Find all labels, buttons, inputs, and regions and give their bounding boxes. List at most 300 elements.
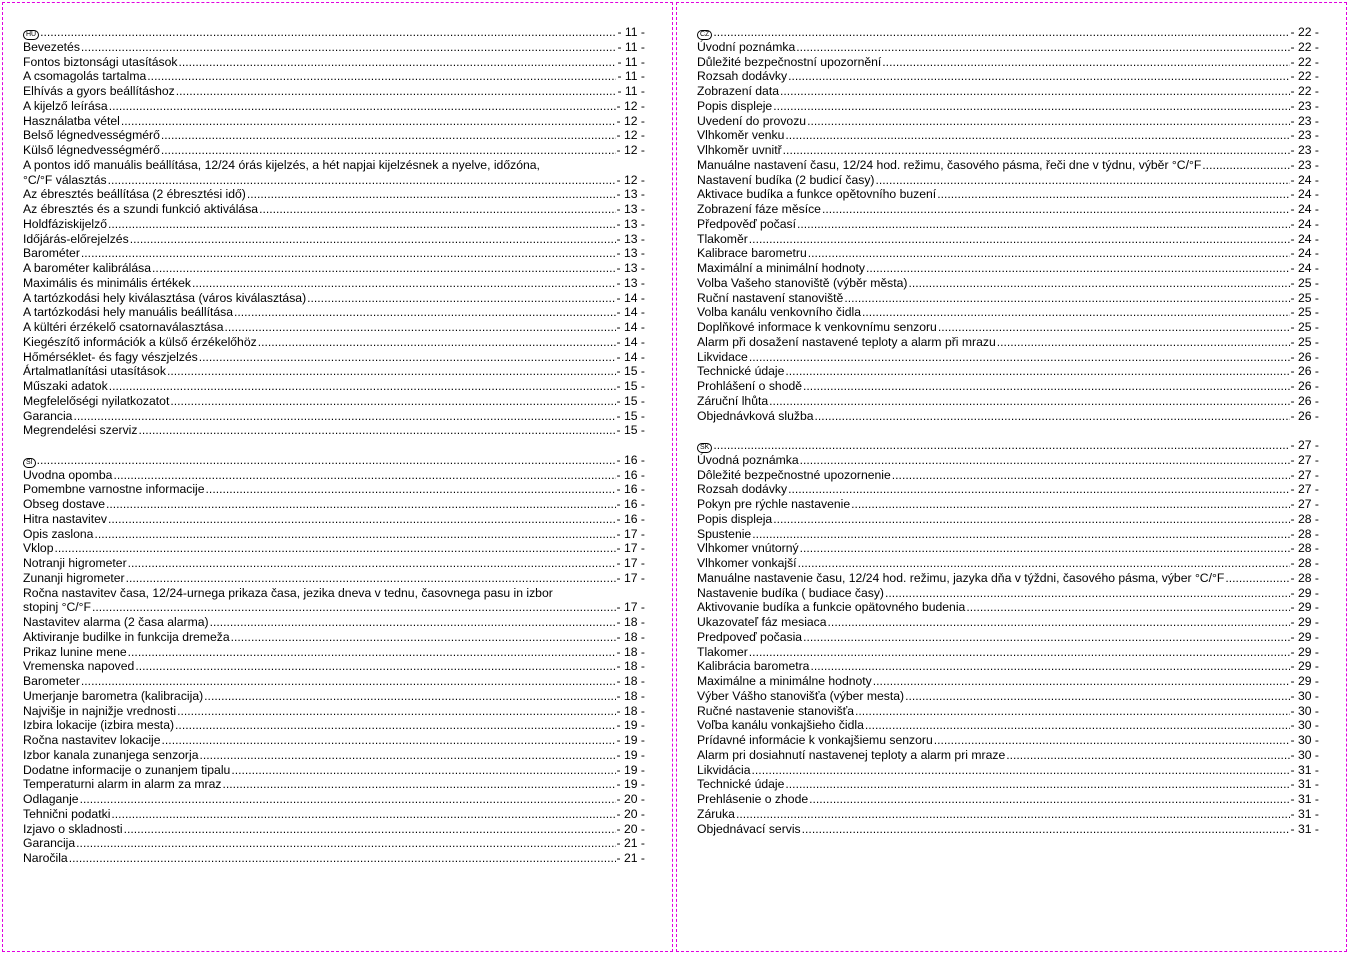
- toc-entry: [697, 55, 1319, 70]
- toc-entry-page: - 18 -: [616, 688, 645, 703]
- toc-entry-page: - 16 -: [616, 482, 645, 497]
- toc-entry-title: Maximális és minimális értékek: [23, 275, 191, 290]
- toc-entry-page: - 29 -: [1290, 674, 1319, 688]
- toc-entry-title: Vklop: [23, 541, 54, 556]
- dot-leader: [783, 143, 1290, 158]
- toc-entry-title: Popis displeje: [697, 98, 773, 113]
- toc-entry: [23, 291, 645, 306]
- dot-leader: [222, 777, 615, 792]
- toc-entry: [697, 615, 1319, 630]
- toc-entry-page: - 27 -: [1290, 482, 1319, 497]
- toc-entry-page: - 16 -: [616, 511, 645, 526]
- toc-entry: [697, 468, 1319, 483]
- toc-entry-page: - 17 -: [616, 570, 645, 585]
- toc-entry-page: - 28 -: [1290, 526, 1319, 541]
- dot-leader: [934, 733, 1290, 748]
- toc-entry-page: - 17 -: [616, 600, 645, 615]
- dot-leader: [773, 512, 1289, 527]
- dot-leader: [108, 173, 616, 188]
- dot-leader: [258, 335, 616, 350]
- dot-leader: [206, 482, 616, 497]
- toc-entry-page: - 21 -: [616, 836, 645, 851]
- toc-entry: [697, 807, 1319, 822]
- dot-leader: [178, 55, 616, 70]
- toc-entry-title: Umerjanje barometra (kalibracija): [23, 688, 204, 703]
- toc-entry-title: Výber Vášho stanovišťa (výber mesta): [697, 688, 905, 703]
- toc-entry: [697, 84, 1319, 99]
- toc-entry-page: - 18 -: [616, 644, 645, 659]
- dot-leader: [81, 674, 616, 689]
- toc-entry-title: Ukazovateľ fáz mesiaca: [697, 615, 827, 629]
- dot-leader: [752, 763, 1290, 778]
- toc-entry: [23, 40, 645, 55]
- toc-entry-title: Pomembne varnostne informacije: [23, 482, 205, 497]
- toc-entry: [697, 40, 1319, 55]
- toc-entry-title: Holdfáziskijelző: [23, 216, 107, 231]
- toc-entry-title: Rozsah dodávky: [697, 69, 788, 84]
- toc-entry: [23, 379, 645, 394]
- toc-entry-page: - 20 -: [616, 821, 645, 836]
- toc-entry-page: - 13 -: [616, 216, 645, 231]
- toc-entry: [23, 232, 645, 247]
- toc-entry: [23, 84, 645, 99]
- toc-entry-page: - 17 -: [616, 556, 645, 570]
- toc-entry-title: Záruka: [697, 806, 735, 821]
- toc-entry-title: Műszaki adatok: [23, 379, 108, 393]
- toc-entry-title: Kalibrácia barometra: [697, 659, 810, 674]
- toc-entry: [23, 645, 645, 660]
- toc-entry: [23, 763, 645, 778]
- toc-entry: [697, 822, 1319, 837]
- toc-entry-page: - 24 -: [1290, 202, 1319, 216]
- toc-entry: [23, 748, 645, 763]
- toc-entry-page: - 12 -: [616, 113, 645, 128]
- toc-entry-page: - 31 -: [1290, 777, 1319, 792]
- dot-leader: [769, 394, 1289, 409]
- toc-entry: [697, 246, 1319, 261]
- dot-leader: [873, 674, 1290, 689]
- toc-entry: [697, 482, 1319, 497]
- dot-leader: [113, 468, 615, 483]
- dot-leader: [199, 350, 616, 365]
- dot-leader: [81, 246, 616, 261]
- toc-entry-page: - 13 -: [616, 275, 645, 290]
- toc-entry-page: - 11 -: [617, 25, 645, 39]
- toc-entry-title: stopinj °C/°F: [23, 600, 91, 615]
- toc-entry: [697, 291, 1319, 306]
- language-flag-row: [697, 25, 1319, 40]
- toc-entry: [697, 674, 1319, 689]
- toc-entry-title: Záruční lhůta: [697, 393, 769, 408]
- toc-entry-title: A csomagolás tartalma: [23, 69, 147, 84]
- toc-entry-page: - 26 -: [1290, 408, 1319, 423]
- toc-entry-title: Maximální a minimální hodnoty: [697, 261, 865, 275]
- toc-entry-page: - 15 -: [616, 364, 645, 379]
- toc-entry-title: Predpoveď počasia: [697, 629, 803, 644]
- toc-entry-title: Barometer: [23, 674, 80, 688]
- toc-entry-page: - 15 -: [616, 379, 645, 393]
- toc-entry: [697, 689, 1319, 704]
- toc-entry: [23, 55, 645, 70]
- toc-entry-title: Objednávková služba: [697, 408, 814, 423]
- toc-entry-page: - 23 -: [1290, 143, 1319, 157]
- toc-entry-page: - 18 -: [616, 659, 645, 674]
- toc-entry-page: - 29 -: [1290, 585, 1319, 600]
- toc-entry-title: Elhívás a gyors beállításhoz: [23, 84, 175, 98]
- toc-entry: [697, 217, 1319, 232]
- toc-entry-page: - 24 -: [1290, 231, 1319, 246]
- toc-entry-title: Időjárás-előrejelzés: [23, 231, 129, 246]
- toc-entry: [23, 851, 645, 866]
- toc-entry: [23, 217, 645, 232]
- toc-entry-page: - 28 -: [1290, 541, 1319, 556]
- toc-section-hu: [23, 25, 645, 438]
- dot-leader: [865, 718, 1290, 733]
- dot-leader: [128, 556, 616, 571]
- toc-entry: [697, 527, 1319, 542]
- dot-leader: [109, 379, 616, 394]
- toc-entry-title: Vlhkoměr uvnitř: [697, 143, 782, 157]
- dot-leader: [749, 645, 1290, 660]
- toc-entry: [697, 158, 1319, 173]
- toc-entry-title: Prikaz lunine mene: [23, 644, 127, 659]
- toc-entry: [697, 792, 1319, 807]
- toc-column-right: [697, 25, 1319, 836]
- toc-entry-title: Spustenie: [697, 526, 752, 541]
- toc-entry-page: - 22 -: [1290, 25, 1319, 39]
- toc-entry-title: Vlhkomer vonkajší: [697, 556, 797, 570]
- toc-entry: [697, 232, 1319, 247]
- toc-entry: [23, 777, 645, 792]
- toc-entry-title: [697, 25, 712, 40]
- toc-entry: [23, 659, 645, 674]
- toc-entry-title: Manuálne nastavení času, 12/24 hod. režimu, časového pásma, řeči dne v týdnu, výběr °C/°F: [697, 157, 1202, 172]
- dot-leader: [130, 232, 616, 247]
- dot-leader: [808, 246, 1290, 261]
- toc-entry: [23, 733, 645, 748]
- dot-leader: [111, 807, 615, 822]
- toc-entry: [23, 571, 645, 586]
- dot-leader: [885, 586, 1290, 601]
- toc-entry-title: Használatba vétel: [23, 113, 120, 128]
- toc-entry: [23, 143, 645, 158]
- dot-leader: [966, 600, 1289, 615]
- toc-entry: [697, 128, 1319, 143]
- toc-entry-title: [697, 438, 712, 453]
- toc-entry-title: Likvidace: [697, 349, 748, 364]
- toc-entry-page: - 14 -: [616, 320, 645, 334]
- dot-leader: [106, 497, 616, 512]
- toc-entry: [697, 320, 1319, 335]
- toc-entry: [23, 718, 645, 733]
- toc-entry-title: Úvodná poznámka: [697, 452, 799, 467]
- dot-leader: [773, 99, 1289, 114]
- toc-entry-page: - 23 -: [1290, 113, 1319, 128]
- toc-entry-title: Az ébresztés beállítása (2 ébresztési idő): [23, 187, 246, 202]
- toc-entry-title: [23, 453, 36, 468]
- toc-entry-title: Technické údaje: [697, 364, 785, 379]
- dot-leader: [937, 187, 1289, 202]
- dot-leader: [876, 173, 1290, 188]
- toc-entry: [697, 630, 1319, 645]
- toc-entry-page: - 16 -: [616, 452, 645, 467]
- dot-leader: [810, 659, 1289, 674]
- toc-entry-title: Technické údaje: [697, 777, 785, 792]
- toc-entry: [23, 512, 645, 527]
- toc-entry-long-line1: [23, 158, 645, 173]
- toc-entry-page: - 26 -: [1290, 393, 1319, 408]
- toc-entry: [23, 99, 645, 114]
- toc-entry-page: - 11 -: [617, 69, 645, 84]
- toc-entry-title: Rozsah dodávky: [697, 482, 788, 497]
- toc-entry-title: Az ébresztés és a szundi funkció aktiválása: [23, 202, 259, 216]
- dot-leader: [828, 615, 1290, 630]
- dot-leader: [108, 217, 616, 232]
- toc-entry: [697, 187, 1319, 202]
- toc-entry-page: - 24 -: [1290, 216, 1319, 231]
- dot-leader: [108, 512, 616, 527]
- toc-entry-page: - 29 -: [1290, 644, 1319, 659]
- toc-entry: [697, 305, 1319, 320]
- dot-leader: [204, 689, 615, 704]
- toc-entry-page: - 27 -: [1290, 467, 1319, 482]
- toc-entry-page: - 24 -: [1290, 172, 1319, 187]
- toc-entry-page: - 27 -: [1290, 438, 1319, 452]
- toc-entry-title: °C/°F választás: [23, 172, 107, 187]
- dot-leader: [780, 84, 1290, 99]
- toc-entry-page: - 13 -: [616, 187, 645, 202]
- toc-entry-title: Úvodní poznámka: [697, 39, 796, 54]
- dot-leader: [882, 55, 1289, 70]
- toc-entry-page: - 20 -: [616, 806, 645, 821]
- dot-leader: [809, 792, 1289, 807]
- toc-entry-page: - 31 -: [1290, 792, 1319, 806]
- dot-leader: [1225, 571, 1289, 586]
- toc-entry-page: - 24 -: [1290, 246, 1319, 261]
- language-flag-icon: HU: [23, 30, 39, 40]
- toc-entry-page: - 29 -: [1290, 600, 1319, 615]
- toc-entry: [697, 276, 1319, 291]
- toc-entry: [23, 822, 645, 837]
- dot-leader: [905, 689, 1289, 704]
- toc-entry-page: - 31 -: [1290, 806, 1319, 821]
- toc-entry: [23, 792, 645, 807]
- dot-leader: [152, 261, 616, 276]
- toc-entry-page: - 17 -: [616, 526, 645, 541]
- toc-entry: [23, 409, 645, 424]
- toc-entry-page: - 18 -: [616, 629, 645, 644]
- toc-entry-page: - 28 -: [1290, 570, 1319, 585]
- toc-entry-title: Tlakomer: [697, 644, 748, 659]
- dot-leader: [815, 409, 1290, 424]
- toc-section-cz: [697, 25, 1319, 423]
- toc-entry: [23, 423, 645, 438]
- toc-entry-title: Aktivace budíka a funkce opětovního buzení: [697, 187, 937, 202]
- toc-entry: [23, 807, 645, 822]
- dot-leader: [785, 364, 1289, 379]
- dot-leader: [177, 704, 615, 719]
- dot-leader: [908, 276, 1289, 291]
- toc-entry-page: - 18 -: [616, 615, 645, 629]
- toc-entry-page: - 31 -: [1290, 821, 1319, 836]
- toc-entry-page: - 14 -: [616, 334, 645, 349]
- toc-entry-title: Uvedení do provozu: [697, 113, 807, 128]
- toc-entry-title: Hőmérséklet- és fagy vészjelzés: [23, 349, 198, 364]
- dot-leader: [749, 350, 1290, 365]
- dot-leader: [128, 645, 616, 660]
- toc-entry-page: - 30 -: [1290, 747, 1319, 762]
- dot-leader: [892, 468, 1290, 483]
- toc-entry-title: A tartózkodási hely manuális beállítása: [23, 305, 234, 320]
- dot-leader: [40, 25, 616, 40]
- toc-entry: [697, 394, 1319, 409]
- dot-leader: [231, 763, 615, 778]
- dot-leader: [822, 202, 1290, 217]
- toc-entry: [23, 114, 645, 129]
- toc-entry-page: - 13 -: [616, 261, 645, 275]
- dot-leader: [797, 217, 1290, 232]
- toc-entry: [23, 276, 645, 291]
- toc-entry: [23, 335, 645, 350]
- toc-entry: [697, 718, 1319, 733]
- toc-entry-title: Ruční nastavení stanoviště: [697, 290, 844, 305]
- toc-entry-title: Popis displeja: [697, 511, 773, 526]
- toc-entry-page: - 25 -: [1290, 334, 1319, 349]
- toc-entry-title: Prehlásenie o zhode: [697, 792, 809, 806]
- toc-entry-page: - 30 -: [1290, 688, 1319, 703]
- dot-leader: [844, 291, 1289, 306]
- toc-entry: [23, 556, 645, 571]
- dot-leader: [800, 541, 1290, 556]
- toc-entry-page: - 25 -: [1290, 275, 1319, 290]
- toc-entry-title: Obseg dostave: [23, 497, 105, 511]
- toc-entry-title: Voľba kanálu vonkajšieho čidla: [697, 718, 864, 733]
- toc-entry-page: - 31 -: [1290, 762, 1319, 777]
- toc-entry-title: Manuálne nastavenie času, 12/24 hod. režimu, jazyka dňa v týždni, časového pásma, výber °C/°F: [697, 570, 1225, 585]
- toc-entry-title: A kültéri érzékelő csatornaválasztása: [23, 320, 224, 334]
- toc-entry-title: Fontos biztonsági utasítások: [23, 54, 178, 69]
- dot-leader: [803, 630, 1289, 645]
- toc-entry: [697, 453, 1319, 468]
- toc-entry: [697, 541, 1319, 556]
- dot-leader: [170, 394, 615, 409]
- dot-leader: [807, 114, 1289, 129]
- toc-entry-page: - 16 -: [616, 467, 645, 482]
- toc-entry: [697, 261, 1319, 276]
- left-page: [2, 2, 673, 952]
- toc-entry-page: - 23 -: [1290, 128, 1319, 143]
- dot-leader: [81, 40, 617, 55]
- dot-leader: [1202, 158, 1289, 173]
- toc-entry-page: - 11 -: [617, 84, 645, 98]
- language-flag-icon: SI: [23, 458, 36, 468]
- dot-leader: [80, 792, 616, 807]
- toc-entry: [697, 143, 1319, 158]
- toc-entry-page: - 26 -: [1290, 349, 1319, 364]
- toc-entry-title: Hitra nastavitev: [23, 511, 107, 526]
- dot-leader: [199, 748, 615, 763]
- toc-entry-page: - 11 -: [617, 39, 645, 54]
- language-flag-row: [23, 25, 645, 40]
- dot-leader: [802, 822, 1290, 837]
- dot-leader: [796, 40, 1289, 55]
- toc-entry: [23, 482, 645, 497]
- toc-entry-page: - 26 -: [1290, 364, 1319, 379]
- toc-entry-title: Alarm pri dosiahnutí nastavenej teploty a alarm pri mraze: [697, 747, 1006, 762]
- toc-entry-title: Nastavitev alarma (2 časa alarma): [23, 615, 209, 629]
- toc-entry-page: - 28 -: [1290, 556, 1319, 570]
- toc-entry-title: Volba kanálu venkovního čidla: [697, 305, 861, 320]
- toc-entry-page: - 16 -: [616, 497, 645, 511]
- toc-entry: [23, 394, 645, 409]
- dot-leader: [176, 84, 617, 99]
- dot-leader: [234, 305, 616, 320]
- language-flag-row: [23, 453, 645, 468]
- toc-entry-title: A tartózkodási hely kiválasztása (város kiválasztása): [23, 290, 307, 305]
- toc-entry-page: - 29 -: [1290, 615, 1319, 629]
- toc-entry-title: Külső légnedvességmérő: [23, 143, 160, 157]
- toc-entry-page: - 15 -: [616, 393, 645, 408]
- dot-leader: [138, 423, 615, 438]
- toc-entry: [23, 468, 645, 483]
- dot-leader: [37, 453, 616, 468]
- toc-entry-title: Uvodna opomba: [23, 467, 113, 482]
- dot-leader: [862, 305, 1290, 320]
- toc-entry: [697, 335, 1319, 350]
- dot-leader: [162, 733, 616, 748]
- dot-leader: [247, 187, 616, 202]
- toc-entry: [697, 645, 1319, 660]
- toc-entry-title: Vlhkoměr venku: [697, 128, 785, 143]
- toc-entry: [23, 630, 645, 645]
- toc-entry-page: - 15 -: [616, 408, 645, 423]
- dot-leader: [788, 482, 1289, 497]
- toc-entry: [697, 409, 1319, 424]
- toc-entry-title: Nastavenie budíka ( budiace časy): [697, 585, 884, 600]
- toc-entry-title: Předpověď počasí: [697, 216, 796, 231]
- toc-entry-title: Odlaganje: [23, 792, 79, 806]
- toc-entry-page: - 14 -: [616, 290, 645, 305]
- dot-leader: [259, 202, 615, 217]
- toc-entry-title: Zobrazení fáze měsíce: [697, 202, 821, 216]
- dot-leader: [788, 69, 1289, 84]
- dot-leader: [192, 276, 616, 291]
- toc-entry-title: Zunanji higrometer: [23, 570, 125, 585]
- dot-leader: [167, 364, 616, 379]
- dot-leader: [225, 320, 616, 335]
- toc-entry-page: - 13 -: [616, 202, 645, 216]
- toc-entry: [23, 320, 645, 335]
- toc-entry: [23, 69, 645, 84]
- toc-entry-page: - 13 -: [616, 246, 645, 261]
- language-flag-icon: CZ: [697, 30, 712, 40]
- dot-leader: [92, 600, 616, 615]
- toc-entry: [697, 704, 1319, 719]
- right-page: [676, 2, 1347, 952]
- toc-entry-title: Garancija: [23, 836, 76, 851]
- toc-entry-page: - 23 -: [1290, 98, 1319, 113]
- toc-entry-page: - 25 -: [1290, 290, 1319, 305]
- toc-entry: [23, 674, 645, 689]
- toc-entry-title: Barométer: [23, 246, 80, 261]
- toc-entry-title: Likvidácia: [697, 762, 751, 777]
- dot-leader: [713, 25, 1289, 40]
- toc-entry-title: Opis zaslona: [23, 526, 94, 541]
- toc-entry-page: - 15 -: [616, 423, 645, 438]
- dot-leader: [855, 704, 1290, 719]
- toc-entry-page: - 19 -: [616, 762, 645, 777]
- dot-leader: [785, 128, 1289, 143]
